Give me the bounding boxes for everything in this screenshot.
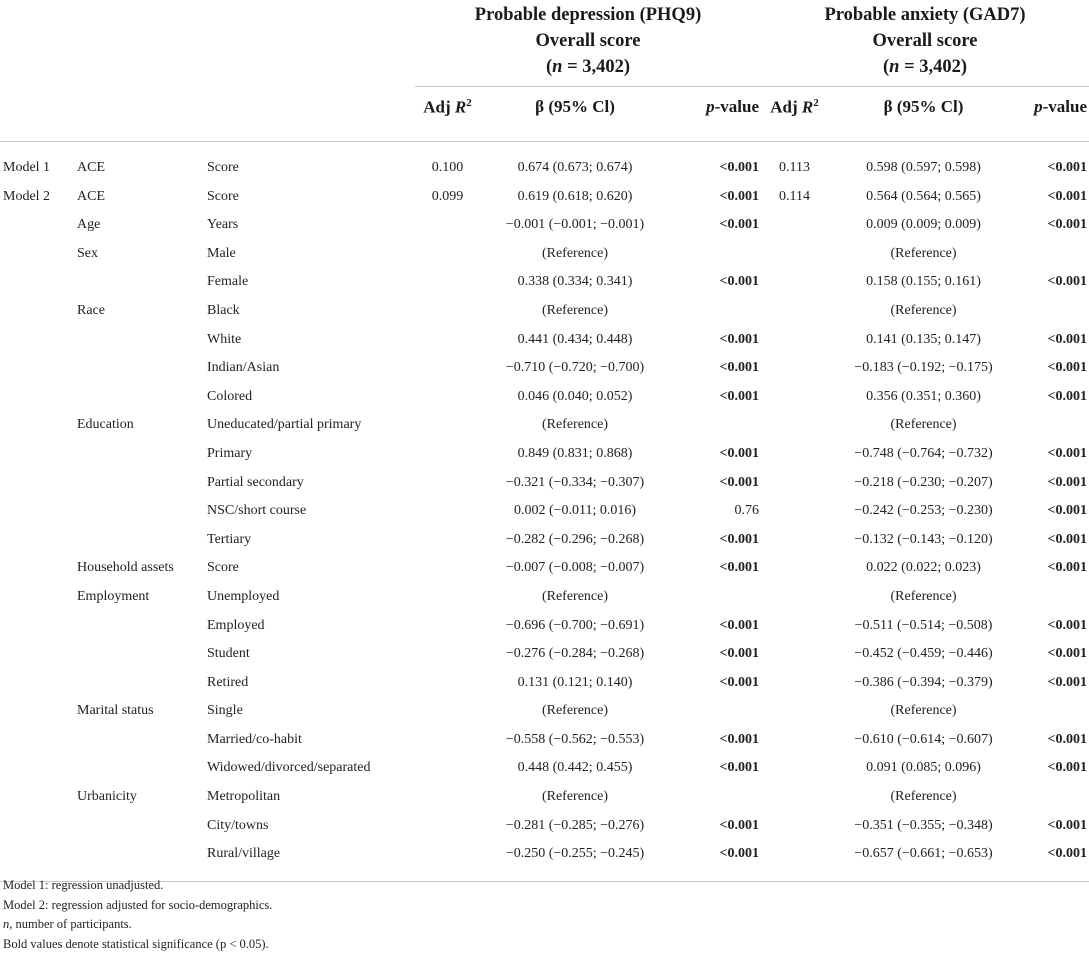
model-cell bbox=[0, 240, 77, 269]
anxiety-pvalue-cell: <0.001 bbox=[1047, 388, 1088, 404]
depression-beta-cell: −0.710 (−0.720; −0.700) bbox=[505, 360, 645, 376]
category-cell: Widowed/divorced/separated bbox=[207, 760, 371, 776]
adj-r2-header-1: Adj $R^2$ bbox=[423, 97, 472, 117]
category-cell: Score bbox=[207, 188, 239, 204]
category-cell: Score bbox=[207, 160, 239, 175]
category-cell: Male bbox=[207, 245, 236, 261]
depression-pvalue-cell: <0.001 bbox=[719, 274, 760, 290]
model-cell bbox=[0, 326, 77, 355]
depression-pvalue-cell: <0.001 bbox=[719, 846, 760, 862]
depression-pvalue-cell: <0.001 bbox=[719, 360, 760, 376]
anxiety-beta-cell: −0.657 (−0.661; −0.653) bbox=[854, 846, 993, 862]
anxiety-n: (n = 3,402) bbox=[882, 57, 968, 77]
table-row bbox=[0, 554, 1089, 583]
category-cell: Female bbox=[207, 274, 249, 290]
anxiety-beta-cell: (Reference) bbox=[890, 789, 957, 805]
adj-r2-header-2: Adj $R^2$ bbox=[770, 97, 819, 117]
anxiety-pvalue-cell: <0.001 bbox=[1047, 160, 1088, 175]
depression-adj-r2-cell bbox=[415, 240, 480, 269]
anxiety-pvalue-cell: <0.001 bbox=[1047, 445, 1088, 461]
table-row bbox=[0, 297, 1089, 326]
anxiety-adj-r2-cell: 0.113 bbox=[779, 160, 810, 175]
model-cell bbox=[0, 469, 77, 498]
table-row bbox=[0, 840, 1089, 869]
depression-beta-cell: −0.281 (−0.285; −0.276) bbox=[505, 817, 645, 833]
model-cell bbox=[0, 554, 77, 583]
table-row bbox=[0, 640, 1089, 669]
depression-beta-cell: (Reference) bbox=[541, 703, 609, 719]
anxiety-adj-r2-cell bbox=[761, 469, 828, 498]
depression-pvalue-cell: <0.001 bbox=[719, 817, 760, 833]
model-cell bbox=[0, 726, 77, 755]
anxiety-beta-cell: (Reference) bbox=[890, 417, 957, 433]
anxiety-pvalue-cell bbox=[1019, 411, 1089, 440]
anxiety-pvalue-cell: <0.001 bbox=[1047, 217, 1088, 233]
anxiety-beta-cell: −0.218 (−0.230; −0.207) bbox=[854, 474, 993, 490]
anxiety-beta-cell: −0.511 (−0.514; −0.508) bbox=[854, 617, 993, 633]
anxiety-beta-cell: −0.386 (−0.394; −0.379) bbox=[854, 674, 993, 690]
depression-beta-cell: −0.250 (−0.255; −0.245) bbox=[505, 846, 645, 862]
depression-pvalue-cell: <0.001 bbox=[719, 646, 760, 662]
anxiety-beta-cell: 0.022 (0.022; 0.023) bbox=[866, 560, 981, 576]
anxiety-beta-cell: (Reference) bbox=[890, 703, 957, 719]
anxiety-adj-r2-cell bbox=[761, 812, 828, 841]
table-body bbox=[0, 142, 1089, 882]
anxiety-pvalue-cell: <0.001 bbox=[1047, 674, 1088, 690]
depression-title: Probable depression (PHQ9) bbox=[474, 5, 702, 25]
depression-beta-cell: −0.321 (−0.334; −0.307) bbox=[505, 474, 645, 490]
variable-cell bbox=[77, 354, 207, 383]
anxiety-adj-r2-cell bbox=[761, 554, 828, 583]
variable-cell: ACE bbox=[77, 160, 105, 175]
table-row bbox=[0, 268, 1089, 297]
depression-beta-cell: −0.696 (−0.700; −0.691) bbox=[505, 617, 645, 633]
anxiety-adj-r2-cell bbox=[761, 354, 828, 383]
depression-adj-r2-cell bbox=[415, 383, 480, 412]
depression-pvalue-cell: <0.001 bbox=[719, 217, 760, 233]
depression-adj-r2-cell bbox=[415, 783, 480, 812]
table-row bbox=[0, 383, 1089, 412]
depression-pvalue-cell: <0.001 bbox=[719, 760, 760, 776]
model-cell bbox=[0, 697, 77, 726]
depression-pvalue-cell: <0.001 bbox=[719, 188, 760, 204]
variable-cell bbox=[77, 669, 207, 698]
table-row bbox=[0, 154, 1089, 183]
variable-cell bbox=[77, 268, 207, 297]
note-n: n, number of participants. bbox=[3, 917, 132, 931]
depression-pvalue-cell: <0.001 bbox=[719, 388, 760, 404]
model-cell bbox=[0, 411, 77, 440]
depression-pvalue-cell: <0.001 bbox=[719, 474, 760, 490]
category-cell: Unemployed bbox=[207, 588, 280, 604]
category-cell: Black bbox=[207, 302, 240, 318]
anxiety-adj-r2-cell bbox=[761, 669, 828, 698]
anxiety-pvalue-cell: <0.001 bbox=[1047, 331, 1088, 347]
anxiety-pvalue-cell: <0.001 bbox=[1047, 617, 1088, 633]
depression-beta-cell: 0.338 (0.334; 0.341) bbox=[517, 274, 633, 290]
category-cell: Years bbox=[207, 217, 239, 233]
variable-cell: Marital status bbox=[77, 703, 154, 719]
anxiety-adj-r2-cell bbox=[761, 640, 828, 669]
category-cell: Single bbox=[207, 703, 243, 719]
anxiety-adj-r2-cell bbox=[761, 526, 828, 555]
depression-pvalue-cell: 0.76 bbox=[734, 503, 760, 519]
depression-beta-cell: 0.441 (0.434; 0.448) bbox=[517, 331, 633, 347]
variable-cell bbox=[77, 383, 207, 412]
table-row bbox=[0, 754, 1089, 783]
depression-beta-cell: 0.002 (−0.011; 0.016) bbox=[513, 503, 637, 519]
column-header-row bbox=[0, 87, 1089, 142]
note-bold: Bold values denote statistical significance (p < 0.05). bbox=[3, 936, 269, 951]
depression-pvalue-cell bbox=[670, 783, 761, 812]
anxiety-beta-cell: 0.356 (0.351; 0.360) bbox=[866, 388, 981, 404]
anxiety-beta-cell: −0.748 (−0.764; −0.732) bbox=[854, 445, 993, 461]
depression-adj-r2-cell bbox=[415, 640, 480, 669]
variable-cell: Education bbox=[77, 417, 134, 433]
anxiety-adj-r2-cell bbox=[761, 726, 828, 755]
table-row bbox=[0, 612, 1089, 641]
table-row bbox=[0, 783, 1089, 812]
depression-beta-cell: 0.849 (0.831; 0.868) bbox=[517, 445, 633, 461]
anxiety-beta-cell: −0.610 (−0.614; −0.607) bbox=[854, 731, 993, 747]
model-cell bbox=[0, 783, 77, 812]
pvalue-header-2: p-value bbox=[1034, 97, 1088, 116]
variable-cell bbox=[77, 497, 207, 526]
anxiety-pvalue-cell: <0.001 bbox=[1047, 274, 1088, 290]
note-model2: Model 2: regression adjusted for socio-demographics. bbox=[3, 897, 273, 912]
depression-adj-r2-cell bbox=[415, 354, 480, 383]
variable-cell bbox=[77, 469, 207, 498]
anxiety-pvalue-cell: <0.001 bbox=[1047, 188, 1088, 204]
anxiety-subtitle: Overall score bbox=[872, 31, 978, 51]
model-cell bbox=[0, 268, 77, 297]
anxiety-adj-r2-cell bbox=[761, 754, 828, 783]
model-cell bbox=[0, 440, 77, 469]
variable-cell bbox=[77, 526, 207, 555]
anxiety-group-header bbox=[761, 0, 1089, 87]
anxiety-adj-r2-cell bbox=[761, 297, 828, 326]
category-cell: White bbox=[207, 331, 242, 347]
model-cell bbox=[0, 211, 77, 240]
anxiety-beta-cell: 0.091 (0.085; 0.096) bbox=[866, 760, 981, 776]
depression-beta-cell: 0.619 (0.618; 0.620) bbox=[517, 188, 633, 204]
category-cell: City/towns bbox=[207, 817, 269, 833]
anxiety-pvalue-cell bbox=[1019, 583, 1089, 612]
depression-beta-cell: 0.674 (0.673; 0.674) bbox=[517, 160, 633, 175]
anxiety-adj-r2-cell bbox=[761, 440, 828, 469]
depression-adj-r2-cell bbox=[415, 812, 480, 841]
table-notes bbox=[3, 876, 272, 954]
variable-cell: Urbanicity bbox=[77, 789, 137, 805]
anxiety-adj-r2-cell bbox=[761, 326, 828, 355]
depression-pvalue-cell: <0.001 bbox=[719, 674, 760, 690]
variable-cell bbox=[77, 840, 207, 869]
anxiety-adj-r2-cell bbox=[761, 697, 828, 726]
anxiety-title: Probable anxiety (GAD7) bbox=[824, 5, 1026, 25]
depression-adj-r2-cell bbox=[415, 840, 480, 869]
table-row bbox=[0, 697, 1089, 726]
depression-beta-cell: 0.448 (0.442; 0.455) bbox=[517, 760, 633, 776]
anxiety-pvalue-cell: <0.001 bbox=[1047, 360, 1088, 376]
anxiety-pvalue-cell: <0.001 bbox=[1047, 503, 1088, 519]
variable-cell bbox=[77, 812, 207, 841]
beta-header-2: β (95% Cl) bbox=[883, 97, 964, 116]
anxiety-adj-r2-cell bbox=[761, 840, 828, 869]
depression-adj-r2-cell bbox=[415, 497, 480, 526]
table-row bbox=[0, 497, 1089, 526]
depression-adj-r2-cell bbox=[415, 268, 480, 297]
anxiety-pvalue-cell bbox=[1019, 240, 1089, 269]
model-cell bbox=[0, 640, 77, 669]
anxiety-pvalue-cell bbox=[1019, 297, 1089, 326]
anxiety-beta-cell: −0.351 (−0.355; −0.348) bbox=[854, 817, 993, 833]
depression-beta-cell: (Reference) bbox=[541, 245, 609, 261]
category-cell: Metropolitan bbox=[207, 789, 281, 805]
variable-cell: Employment bbox=[77, 588, 150, 604]
table-row bbox=[0, 726, 1089, 755]
depression-beta-cell: 0.046 (0.040; 0.052) bbox=[517, 388, 633, 404]
model-cell bbox=[0, 669, 77, 698]
variable-cell bbox=[77, 440, 207, 469]
category-cell: NSC/short course bbox=[207, 503, 307, 519]
variable-cell: Sex bbox=[77, 245, 98, 261]
depression-pvalue-cell: <0.001 bbox=[719, 731, 760, 747]
table-row bbox=[0, 440, 1089, 469]
anxiety-pvalue-cell: <0.001 bbox=[1047, 731, 1088, 747]
depression-beta-cell: −0.282 (−0.296; −0.268) bbox=[505, 531, 645, 547]
anxiety-beta-cell: 0.564 (0.564; 0.565) bbox=[866, 188, 981, 204]
table-row bbox=[0, 469, 1089, 498]
model-cell bbox=[0, 612, 77, 641]
anxiety-pvalue-cell: <0.001 bbox=[1047, 846, 1088, 862]
category-cell: Married/co-habit bbox=[207, 731, 302, 747]
anxiety-pvalue-cell: <0.001 bbox=[1047, 560, 1088, 576]
model-cell bbox=[0, 354, 77, 383]
model-cell: Model 1 bbox=[3, 160, 51, 175]
pvalue-header-1: p-value bbox=[706, 97, 760, 116]
anxiety-adj-r2-cell bbox=[761, 211, 828, 240]
depression-adj-r2-cell bbox=[415, 469, 480, 498]
category-cell: Uneducated/partial primary bbox=[207, 417, 362, 433]
depression-pvalue-cell bbox=[670, 240, 761, 269]
anxiety-beta-cell: −0.183 (−0.192; −0.175) bbox=[854, 360, 993, 376]
depression-adj-r2-cell bbox=[415, 526, 480, 555]
variable-cell bbox=[77, 754, 207, 783]
group-header-row bbox=[0, 0, 1089, 87]
anxiety-pvalue-cell: <0.001 bbox=[1047, 817, 1088, 833]
note-model1: Model 1: regression unadjusted. bbox=[3, 878, 164, 892]
depression-adj-r2-cell bbox=[415, 697, 480, 726]
depression-pvalue-cell: <0.001 bbox=[719, 445, 760, 461]
anxiety-pvalue-cell: <0.001 bbox=[1047, 646, 1088, 662]
anxiety-beta-cell: 0.141 (0.135; 0.147) bbox=[866, 331, 981, 347]
depression-adj-r2-cell bbox=[415, 440, 480, 469]
category-cell: Primary bbox=[207, 445, 253, 461]
anxiety-beta-cell: 0.598 (0.597; 0.598) bbox=[866, 160, 981, 175]
variable-cell bbox=[77, 326, 207, 355]
anxiety-beta-cell: (Reference) bbox=[890, 245, 957, 261]
table-row bbox=[0, 812, 1089, 841]
category-cell: Score bbox=[207, 560, 239, 576]
variable-cell bbox=[77, 640, 207, 669]
depression-pvalue-cell bbox=[670, 583, 761, 612]
variable-cell: Age bbox=[77, 217, 101, 233]
anxiety-adj-r2-cell bbox=[761, 411, 828, 440]
depression-beta-cell: −0.001 (−0.001; −0.001) bbox=[505, 217, 645, 233]
category-cell: Rural/village bbox=[207, 846, 281, 862]
table-row bbox=[0, 240, 1089, 269]
model-cell bbox=[0, 754, 77, 783]
depression-beta-cell: (Reference) bbox=[541, 588, 609, 604]
variable-cell: Race bbox=[77, 302, 105, 318]
anxiety-pvalue-cell bbox=[1019, 783, 1089, 812]
variable-cell bbox=[77, 726, 207, 755]
depression-adj-r2-cell bbox=[415, 326, 480, 355]
depression-adj-r2-cell bbox=[415, 612, 480, 641]
depression-pvalue-cell bbox=[670, 411, 761, 440]
depression-pvalue-cell: <0.001 bbox=[719, 531, 760, 547]
table-row bbox=[0, 211, 1089, 240]
depression-group-header bbox=[415, 0, 761, 87]
model-cell bbox=[0, 840, 77, 869]
anxiety-beta-cell: 0.158 (0.155; 0.161) bbox=[866, 274, 981, 290]
depression-beta-cell: 0.131 (0.121; 0.140) bbox=[517, 674, 633, 690]
anxiety-adj-r2-cell: 0.114 bbox=[779, 188, 810, 204]
depression-n: (n = 3,402) bbox=[545, 57, 631, 77]
anxiety-adj-r2-cell bbox=[761, 612, 828, 641]
table-row bbox=[0, 411, 1089, 440]
depression-adj-r2-cell bbox=[415, 211, 480, 240]
depression-adj-r2-cell bbox=[415, 297, 480, 326]
anxiety-adj-r2-cell bbox=[761, 583, 828, 612]
model-cell bbox=[0, 383, 77, 412]
table-row bbox=[0, 326, 1089, 355]
anxiety-beta-cell: (Reference) bbox=[890, 588, 957, 604]
variable-cell: ACE bbox=[77, 188, 105, 204]
table-row bbox=[0, 583, 1089, 612]
model-cell bbox=[0, 812, 77, 841]
category-cell: Colored bbox=[207, 388, 253, 404]
table-row bbox=[0, 354, 1089, 383]
beta-header-1: β (95% Cl) bbox=[535, 97, 615, 116]
depression-adj-r2-cell bbox=[415, 554, 480, 583]
depression-pvalue-cell bbox=[670, 697, 761, 726]
anxiety-beta-cell: −0.452 (−0.459; −0.446) bbox=[854, 646, 993, 662]
depression-adj-r2-cell bbox=[415, 583, 480, 612]
model-cell bbox=[0, 297, 77, 326]
depression-beta-cell: −0.276 (−0.284; −0.268) bbox=[505, 646, 645, 662]
anxiety-beta-cell: 0.009 (0.009; 0.009) bbox=[866, 217, 981, 233]
table-row bbox=[0, 183, 1089, 212]
depression-pvalue-cell: <0.001 bbox=[719, 331, 760, 347]
anxiety-pvalue-cell bbox=[1019, 697, 1089, 726]
depression-pvalue-cell bbox=[670, 297, 761, 326]
anxiety-adj-r2-cell bbox=[761, 497, 828, 526]
anxiety-adj-r2-cell bbox=[761, 383, 828, 412]
variable-cell bbox=[77, 612, 207, 641]
depression-pvalue-cell: <0.001 bbox=[719, 617, 760, 633]
category-cell: Tertiary bbox=[207, 531, 252, 547]
depression-beta-cell: −0.558 (−0.562; −0.553) bbox=[505, 731, 645, 747]
depression-pvalue-cell: <0.001 bbox=[719, 160, 760, 175]
model-cell bbox=[0, 583, 77, 612]
depression-adj-r2-cell bbox=[415, 726, 480, 755]
anxiety-beta-cell: (Reference) bbox=[890, 302, 957, 318]
anxiety-adj-r2-cell bbox=[761, 240, 828, 269]
category-cell: Student bbox=[207, 646, 250, 662]
anxiety-beta-cell: −0.242 (−0.253; −0.230) bbox=[854, 503, 993, 519]
category-cell: Indian/Asian bbox=[207, 360, 280, 376]
depression-pvalue-cell: <0.001 bbox=[719, 560, 760, 576]
model-cell: Model 2 bbox=[3, 188, 51, 204]
table-row bbox=[0, 526, 1089, 555]
depression-beta-cell: (Reference) bbox=[541, 417, 609, 433]
model-cell bbox=[0, 526, 77, 555]
depression-adj-r2-cell bbox=[415, 411, 480, 440]
anxiety-pvalue-cell: <0.001 bbox=[1047, 531, 1088, 547]
depression-adj-r2-cell bbox=[415, 754, 480, 783]
depression-adj-r2-cell: 0.100 bbox=[431, 160, 464, 175]
depression-beta-cell: −0.007 (−0.008; −0.007) bbox=[505, 560, 645, 576]
depression-beta-cell: (Reference) bbox=[541, 789, 609, 805]
depression-subtitle: Overall score bbox=[535, 31, 641, 51]
variable-cell: Household assets bbox=[77, 560, 174, 576]
depression-adj-r2-cell bbox=[415, 669, 480, 698]
category-cell: Employed bbox=[207, 617, 265, 633]
model-cell bbox=[0, 497, 77, 526]
anxiety-adj-r2-cell bbox=[761, 268, 828, 297]
category-cell: Retired bbox=[207, 674, 249, 690]
table-row bbox=[0, 669, 1089, 698]
anxiety-pvalue-cell: <0.001 bbox=[1047, 474, 1088, 490]
anxiety-beta-cell: −0.132 (−0.143; −0.120) bbox=[854, 531, 993, 547]
category-cell: Partial secondary bbox=[207, 474, 304, 490]
depression-adj-r2-cell: 0.099 bbox=[431, 188, 464, 204]
anxiety-adj-r2-cell bbox=[761, 783, 828, 812]
anxiety-pvalue-cell: <0.001 bbox=[1047, 760, 1088, 776]
depression-beta-cell: (Reference) bbox=[541, 302, 609, 318]
